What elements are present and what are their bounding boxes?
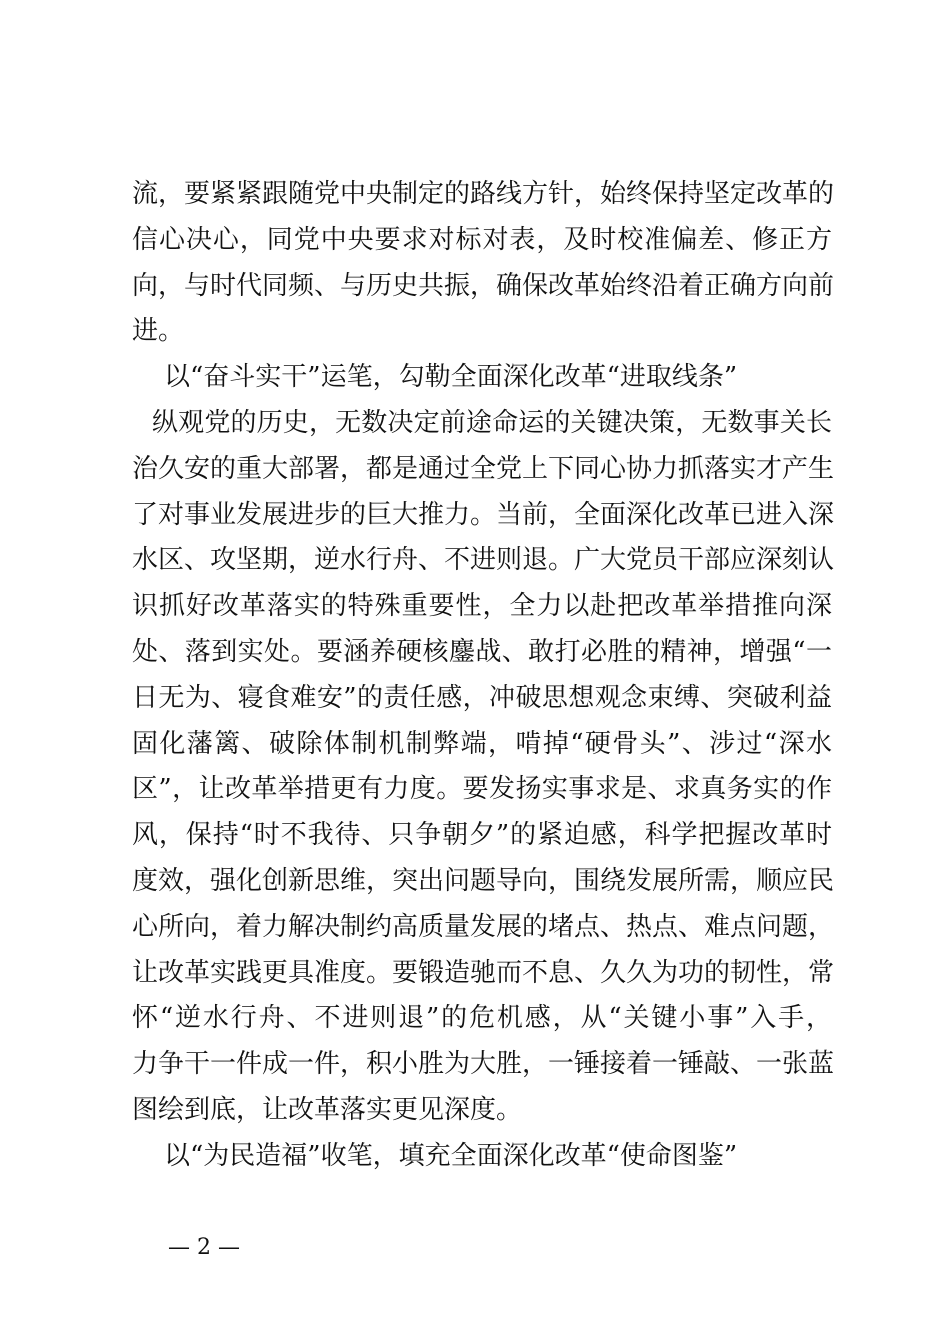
page-number: — 2 —: [168, 1235, 240, 1260]
text-line: 信心决心，同党中央要求对标对表，及时校准偏差、修正方: [132, 224, 832, 255]
text-line: 怀“逆水行舟、不进则退”的危机感，从“关键小事”入手，: [132, 1003, 832, 1034]
text-line: 度效，强化创新思维，突出问题导向，围绕发展所需，顺应民: [132, 865, 835, 896]
text-line: 识抓好改革落实的特殊重要性，全力以赴把改革举措推向深: [132, 591, 832, 622]
body-text: [132, 172, 835, 1180]
text-line: 纵观党的历史，无数决定前途命运的关键决策，无数事关长: [152, 407, 832, 438]
text-line: 心所向，着力解决制约高质量发展的堵点、热点、难点问题，: [132, 911, 835, 942]
section-heading: 以“奋斗实干”运笔，勾勒全面深化改革“进取线条”: [164, 362, 738, 393]
text-line: 让改革实践更具准度。要锻造驰而不息、久久为功的韧性，常: [132, 957, 835, 988]
text-line: 治久安的重大部署，都是通过全党上下同心协力抓落实才产生: [132, 453, 835, 484]
text-line: 区”，让改革举措更有力度。要发扬实事求是、求真务实的作: [132, 774, 832, 805]
text-line: 进。: [132, 316, 185, 347]
text-line: 水区、攻坚期，逆水行舟、不进则退。广大党员干部应深刻认: [132, 545, 835, 576]
section-heading: 以“为民造福”收笔，填充全面深化改革“使命图鉴”: [164, 1140, 738, 1171]
text-line: 日无为、寝食难安”的责任感，冲破思想观念束缚、突破利益: [132, 682, 832, 713]
text-line: 了对事业发展进步的巨大推力。当前，全面深化改革已进入深: [132, 499, 835, 530]
text-line: 处、落到实处。要涵养硬核鏖战、敢打必胜的精神，增强“一: [132, 636, 832, 667]
text-line: 图绘到底，让改革落实更见深度。: [132, 1094, 523, 1125]
text-line: 风，保持“时不我待、只争朝夕”的紧迫感，科学把握改革时: [132, 820, 832, 851]
text-line: 固化藩篱、破除体制机制弊端，啃掉“硬骨头”、涉过“深水: [132, 728, 832, 759]
text-line: 向，与时代同频、与历史共振，确保改革始终沿着正确方向前: [132, 270, 835, 301]
text-line: 力争干一件成一件，积小胜为大胜，一锤接着一锤敲、一张蓝: [132, 1049, 835, 1080]
text-line: 流，要紧紧跟随党中央制定的路线方针，始终保持坚定改革的: [132, 179, 835, 209]
